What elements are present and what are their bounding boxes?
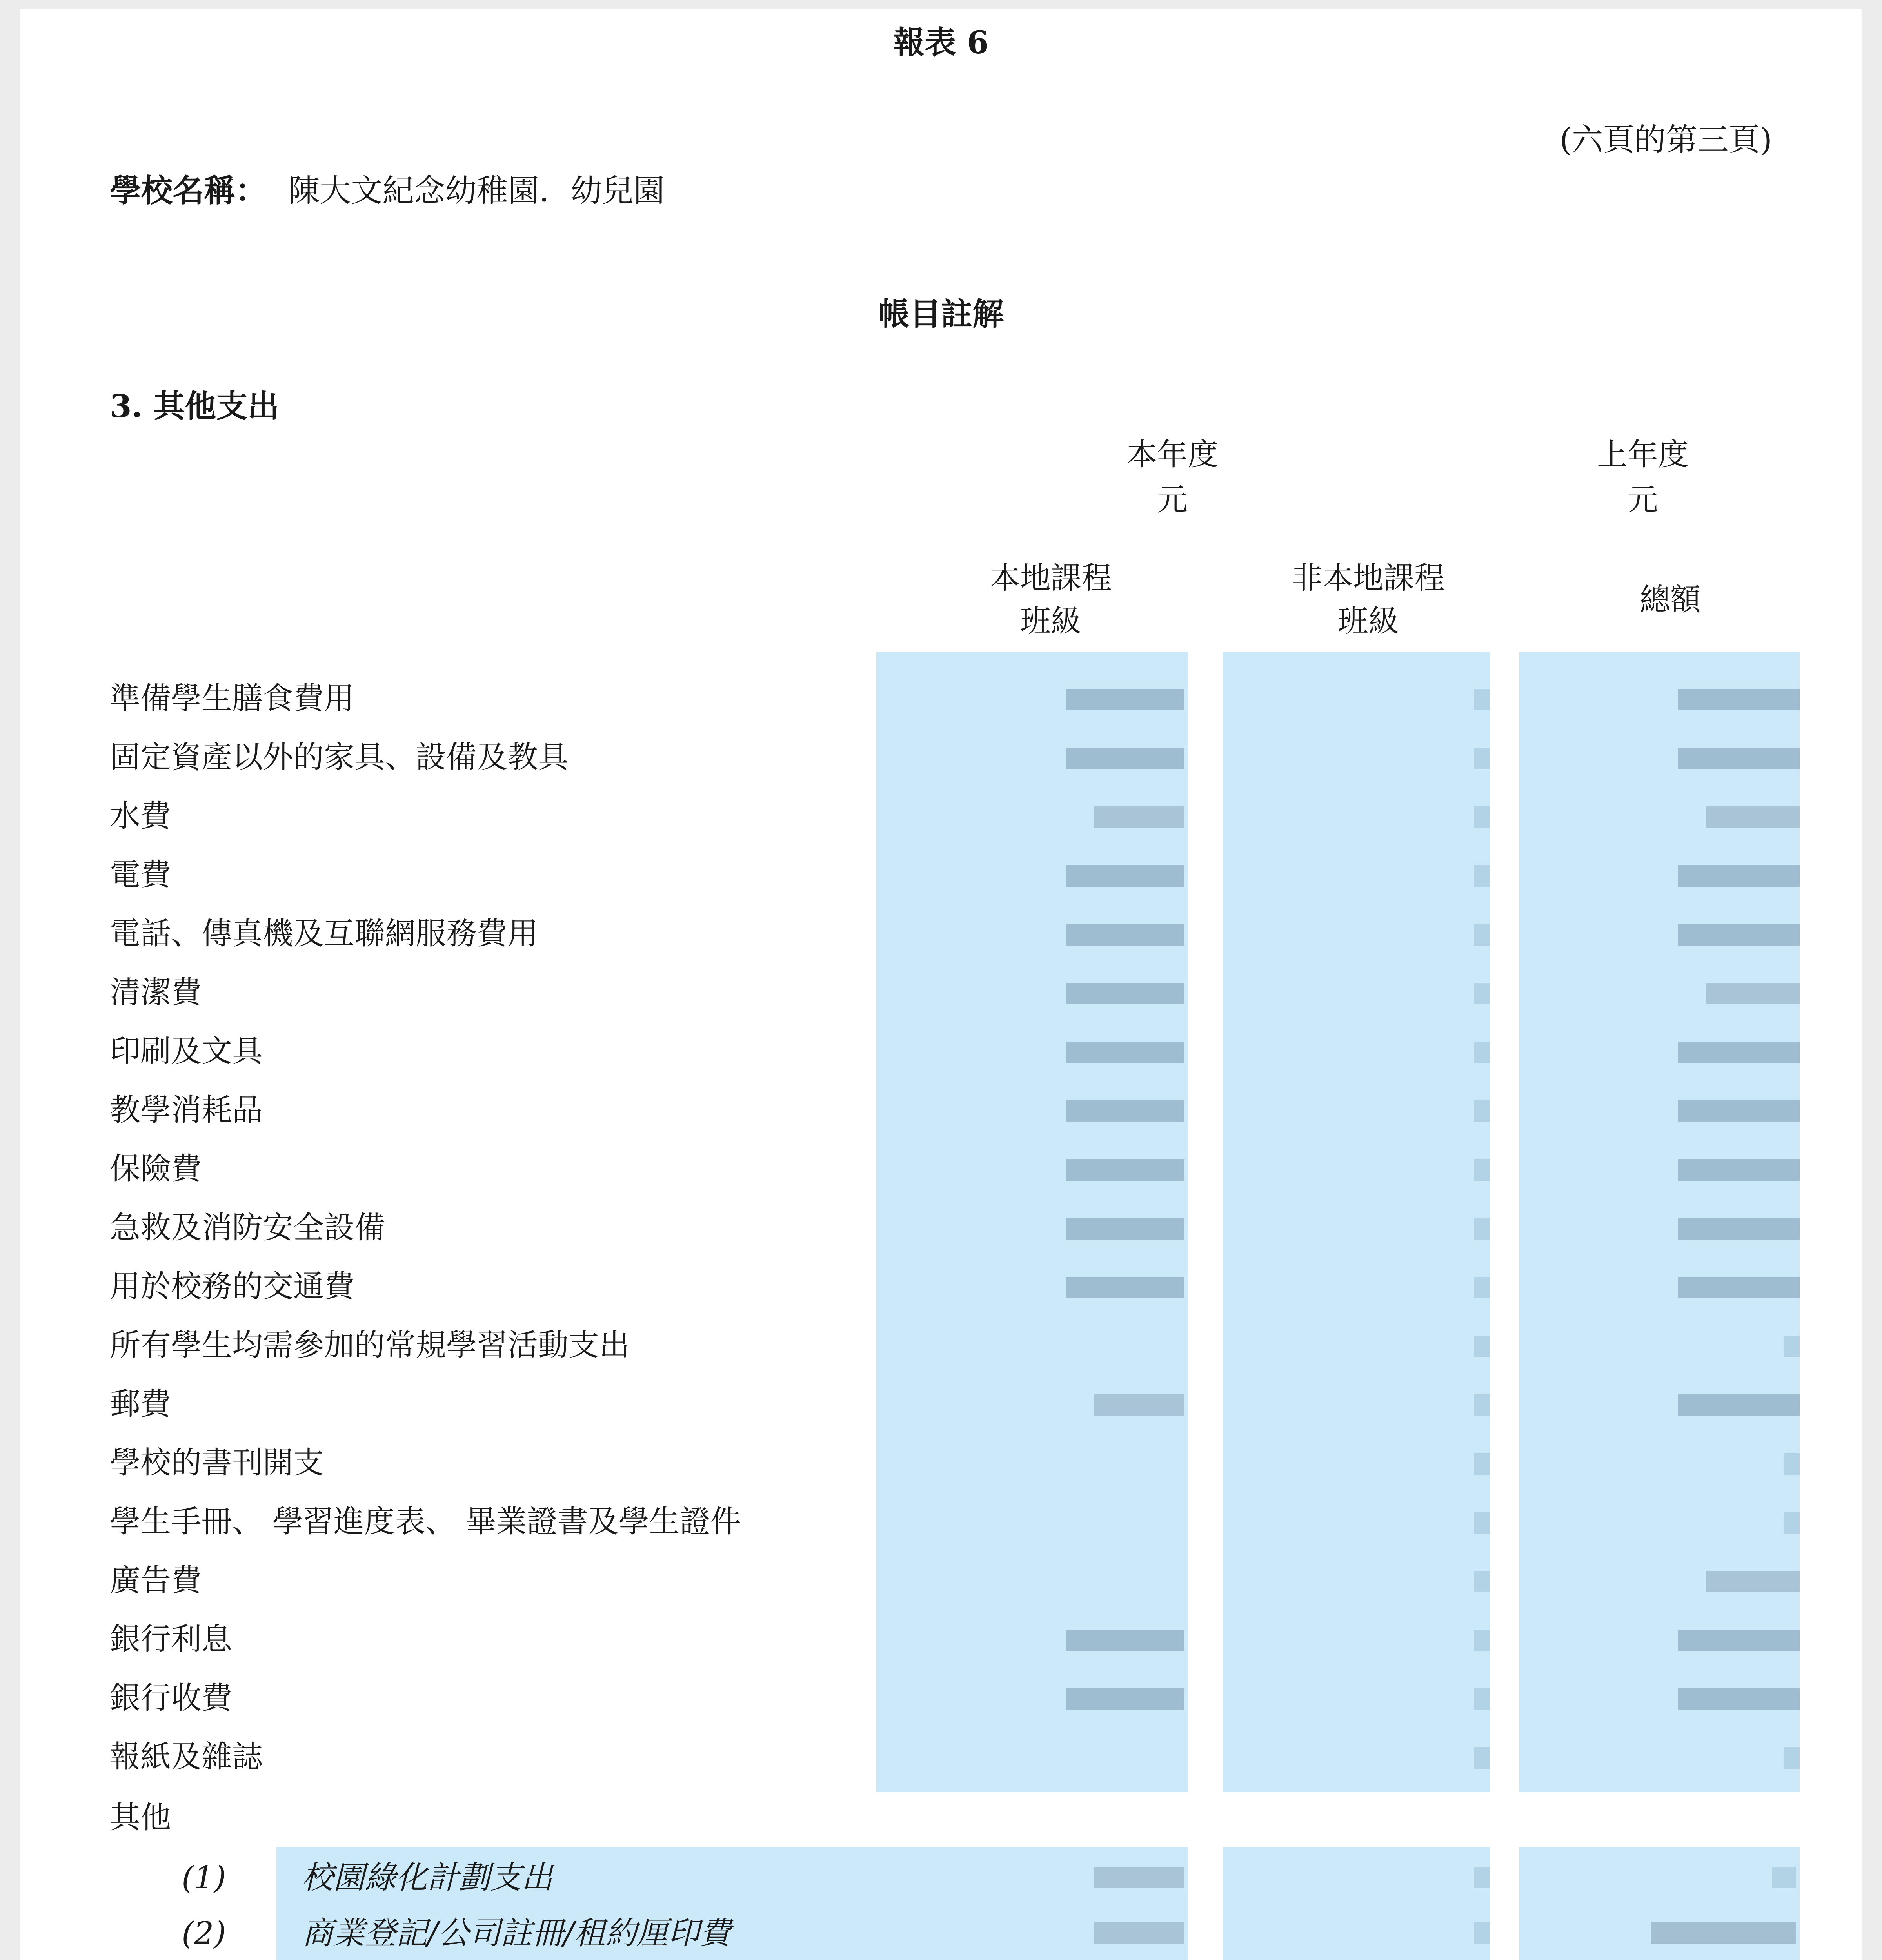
redacted-value	[1651, 1922, 1796, 1944]
school-name-label: 學校名稱：	[110, 172, 267, 209]
redacted-value	[1474, 748, 1490, 769]
previous-year-unit: 元	[1627, 482, 1658, 517]
expense-item-label: 急救及消防安全設備	[110, 1210, 385, 1245]
nonlocal-amount-field[interactable]	[1223, 652, 1490, 1792]
redacted-value	[1094, 1922, 1184, 1944]
school-name-line	[110, 165, 665, 211]
expense-item-label: 郵費	[110, 1387, 171, 1422]
report-page	[20, 9, 1862, 1960]
expense-item-label: 用於校務的交通費	[110, 1269, 355, 1304]
report-label: 報表 6	[893, 24, 989, 61]
expense-item-label: 報紙及雜誌	[110, 1739, 263, 1775]
redacted-value	[1706, 1571, 1800, 1592]
redacted-value	[1474, 983, 1490, 1004]
redacted-value	[1678, 1100, 1800, 1122]
redacted-value	[1474, 1922, 1490, 1944]
redacted-value	[1066, 1277, 1184, 1298]
redacted-value	[1474, 1218, 1490, 1240]
redacted-value	[1474, 1336, 1490, 1357]
redacted-value	[1066, 983, 1184, 1004]
redacted-value	[1678, 689, 1800, 710]
nonlocal-class-heading-1: 非本地課程	[1292, 561, 1445, 596]
redacted-value	[1678, 1688, 1800, 1710]
expense-item-label: 廣告費	[110, 1563, 202, 1598]
local-class-heading-2: 班級	[1020, 604, 1081, 639]
redacted-value	[1474, 689, 1490, 710]
redacted-value	[1474, 1453, 1490, 1475]
redacted-value	[1678, 1394, 1800, 1416]
redacted-value	[1772, 1867, 1796, 1888]
expense-item-label: 教學消耗品	[110, 1093, 263, 1128]
redacted-value	[1474, 1277, 1490, 1298]
redacted-value	[1066, 924, 1184, 946]
other-item-label[interactable]: 校園綠化計劃支出	[302, 1859, 553, 1896]
redacted-value	[1678, 1159, 1800, 1181]
redacted-value	[1474, 1630, 1490, 1651]
other-item-number: (2)	[182, 1915, 226, 1951]
expense-item-label: 固定資產以外的家具、設備及教具	[110, 740, 569, 775]
redacted-value	[1784, 1453, 1800, 1475]
redacted-value	[1678, 1630, 1800, 1651]
expense-item-label: 印刷及文具	[110, 1034, 263, 1069]
redacted-value	[1066, 689, 1184, 710]
redacted-value	[1474, 1512, 1490, 1534]
redacted-value	[1784, 1747, 1800, 1769]
redacted-value	[1678, 865, 1800, 887]
current-year-unit: 元	[1157, 482, 1188, 517]
page-of-label: (六頁的第三頁)	[1559, 122, 1772, 158]
previous-year-heading: 上年度	[1597, 437, 1689, 472]
redacted-value	[1066, 1100, 1184, 1122]
expense-item-label: 清潔費	[110, 975, 202, 1010]
redacted-value	[1678, 924, 1800, 946]
redacted-value	[1066, 1688, 1184, 1710]
redacted-value	[1066, 1218, 1184, 1240]
other-item-label[interactable]: 商業登記/公司註冊/租約厘印費	[302, 1915, 731, 1951]
redacted-value	[1094, 806, 1184, 828]
redacted-value	[1784, 1336, 1800, 1357]
other-label: 其他	[110, 1800, 171, 1835]
redacted-value	[1706, 983, 1800, 1004]
redacted-value	[1474, 806, 1490, 828]
redacted-value	[1474, 1571, 1490, 1592]
redacted-value	[1678, 1218, 1800, 1240]
redacted-value	[1474, 1159, 1490, 1181]
redacted-value	[1474, 1747, 1490, 1769]
nonlocal-class-heading-2: 班級	[1337, 604, 1399, 639]
redacted-value	[1474, 1867, 1490, 1888]
expense-item-label: 電話、傳真機及互聯網服務費用	[110, 916, 538, 951]
current-year-heading: 本年度	[1126, 437, 1218, 472]
expense-item-label: 銀行利息	[110, 1622, 233, 1657]
redacted-value	[1474, 924, 1490, 946]
redacted-value	[1094, 1394, 1184, 1416]
local-class-heading-1: 本地課程	[989, 561, 1112, 596]
expense-item-label: 水費	[110, 799, 171, 834]
redacted-value	[1474, 1688, 1490, 1710]
redacted-value	[1474, 865, 1490, 887]
expense-item-label: 學校的書刊開支	[110, 1445, 324, 1481]
redacted-value	[1474, 1100, 1490, 1122]
redacted-value	[1706, 806, 1800, 828]
redacted-value	[1066, 1042, 1184, 1063]
redacted-value	[1094, 1867, 1184, 1888]
expense-item-label: 銀行收費	[110, 1681, 233, 1716]
redacted-value	[1678, 748, 1800, 769]
school-name-value: 陳大文紀念幼稚園．幼兒園	[288, 172, 665, 209]
redacted-value	[1066, 1159, 1184, 1181]
expense-item-label: 學生手冊、 學習進度表、 畢業證書及學生證件	[110, 1504, 741, 1539]
redacted-value	[1678, 1042, 1800, 1063]
redacted-value	[1066, 748, 1184, 769]
expense-item-label: 所有學生均需參加的常規學習活動支出	[110, 1328, 630, 1363]
other-nonlocal-field[interactable]	[1223, 1847, 1490, 1960]
section-title: 3. 其他支出	[110, 388, 279, 425]
expense-item-label: 保險費	[110, 1151, 202, 1187]
redacted-value	[1474, 1042, 1490, 1063]
page-title: 帳目註解	[878, 296, 1004, 332]
redacted-value	[1066, 1630, 1184, 1651]
other-item-number: (1)	[182, 1859, 226, 1896]
redacted-value	[1066, 865, 1184, 887]
redacted-value	[1474, 1394, 1490, 1416]
expense-item-label: 電費	[110, 857, 171, 893]
redacted-value	[1784, 1512, 1800, 1534]
total-heading: 總額	[1639, 582, 1701, 617]
redacted-value	[1678, 1277, 1800, 1298]
expense-item-label: 準備學生膳食費用	[110, 681, 355, 716]
